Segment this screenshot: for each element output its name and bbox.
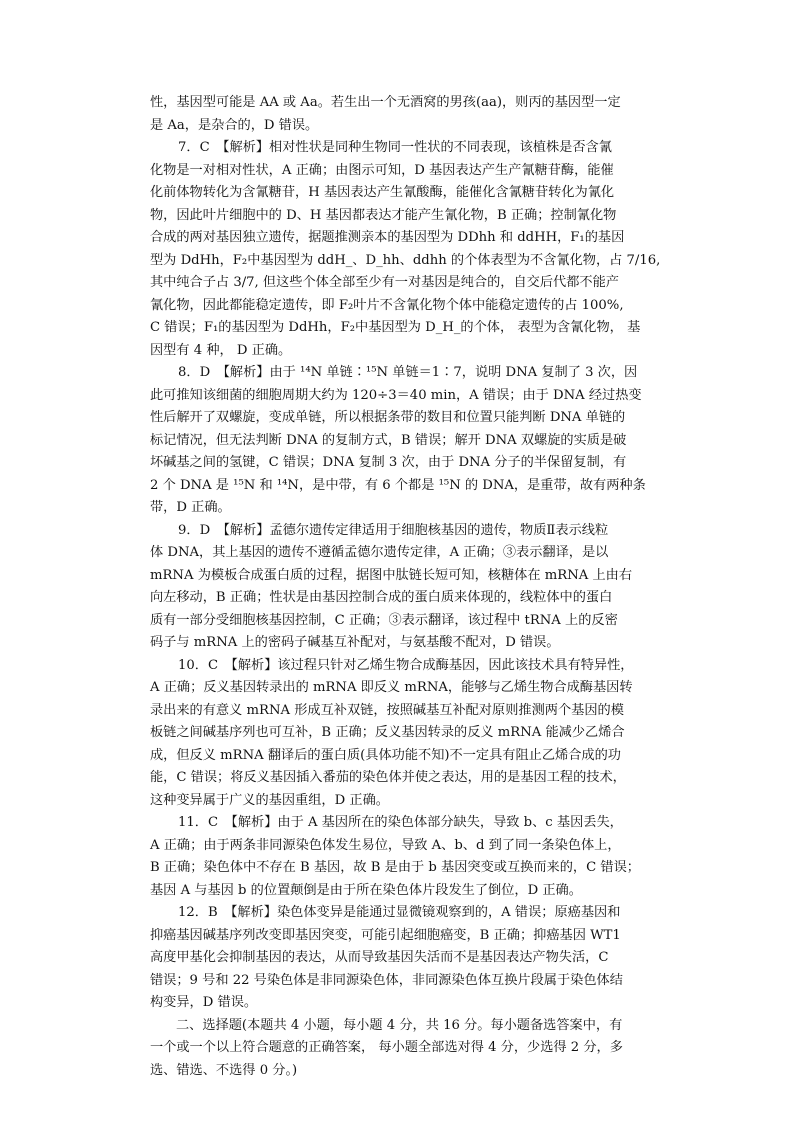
text-line: 高度甲基化会抑制基因的表达，从而导致基因失活而不是基因表达产物失活，C xyxy=(150,950,609,965)
paragraph-continuation xyxy=(150,92,650,137)
text-line: 码子与 mRNA 上的密码子碱基互补配对，与氨基酸不配对，D 错误。 xyxy=(150,635,560,650)
text-line: 成，但反义 mRNA 翻译后的蛋白质(具体功能不知)不一定具有阻止乙烯合成的功 xyxy=(150,747,621,763)
text-line: 一个或一个以上符合题意的正确答案， 每小题全部选对得 4 分，少选得 2 分，多 xyxy=(150,1040,623,1055)
text-line: 10．C 【解析】该过程只针对乙烯生物合成酶基因，因此该技术具有特异性， xyxy=(178,657,634,673)
text-line: 氰化物，因此都能稳定遗传，即 F₂叶片不含氰化物个体中能稳定遗传的占 100%, xyxy=(150,297,624,313)
text-line: 选、错选、不选得 0 分。) xyxy=(150,1062,298,1078)
text-line: 是 Aa，是杂合的，D 错误。 xyxy=(150,117,319,133)
text-line: 能，C 错误；将反义基因插入番茄的染色体并使之表达，用的是基因工程的技术， xyxy=(150,770,626,785)
text-line: 合成的两对基因独立遗传，据题推测亲本的基因型为 DDhh 和 ddHH，F₁的基因 xyxy=(150,230,625,245)
text-line: mRNA 为模板合成蛋白质的过程，据图中肽链长短可知，核糖体在 mRNA 上由右 xyxy=(150,567,633,583)
text-line: 错误；9 号和 22 号染色体是非同源染色体，非同源染色体互换片段属于染色体结 xyxy=(150,972,623,988)
text-line: 坏碱基之间的氢键，C 错误；DNA 复制 3 次，由于 DNA 分子的半保留复制，有 xyxy=(150,455,627,470)
text-line: 此可推知该细菌的细胞周期大约为 120÷3＝40 min，A 错误；由于 DNA 经过热变 xyxy=(150,387,642,403)
text-line: 标记情况，但无法判断 DNA 的复制方式，B 错误；解开 DNA 双螺旋的实质是破 xyxy=(150,432,627,448)
answer-11 xyxy=(150,812,650,902)
answer-8 xyxy=(150,362,650,520)
text-line: 质有一部分受细胞核基因控制，C 正确；③表示翻译，该过程中 tRNA 上的反密 xyxy=(150,612,618,628)
text-line: 物，因此叶片细胞中的 D、H 基因都表达才能产生氰化物，B 正确；控制氰化物 xyxy=(150,207,617,223)
answer-10 xyxy=(150,655,650,813)
text-line: 录出来的有意义 mRNA 形成互补双链，按照碱基互补配对原则推测两个基因的模 xyxy=(150,702,624,718)
text-line: 因型有 4 种， D 正确。 xyxy=(150,342,292,358)
text-line: 其中纯合子占 3/7, 但这些个体全部至少有一对基因是纯合的，自交后代都不能产 xyxy=(150,275,619,290)
text-line: 基因 A 与基因 b 的位置颠倒是由于所在染色体片段发生了倒位，D 正确。 xyxy=(150,882,582,898)
text-line: 向左移动，B 正确；性状是由基因控制合成的蛋白质来体现的，线粒体中的蛋白 xyxy=(150,590,613,605)
text-line: 构变异，D 错误。 xyxy=(150,995,258,1010)
text-line: 12．B 【解析】染色体变异是能通过显微镜观察到的，A 错误；原癌基因和 xyxy=(178,905,621,920)
text-line: 7．C 【解析】相对性状是同种生物同一性状的不同表现，该植株是否含氰 xyxy=(178,140,612,155)
text-line: C 错误；F₁的基因型为 DdHh，F₂中基因型为 D_H_的个体， 表型为含氰化物， 基 xyxy=(150,320,641,335)
text-line: 11．C 【解析】由于 A 基因所在的染色体部分缺失，导致 b、c 基因丢失， xyxy=(178,815,623,830)
text-line: 带，D 正确。 xyxy=(150,500,231,515)
section-heading-choice-questions xyxy=(150,1015,650,1083)
text-line: 这种变异属于广义的基因重组，D 正确。 xyxy=(150,792,389,808)
document-page xyxy=(150,92,661,1082)
text-line: A 正确；由于两条非同源染色体发生易位，导致 A、b、d 到了同一条染色体上， xyxy=(150,837,621,853)
text-line: 化物是一对相对性状，A 正确；由图示可知，D 基因表达产生产氰糖苷酶，能催 xyxy=(150,162,614,178)
text-line: 二、选择题(本题共 4 小题，每小题 4 分，共 16 分。每小题备选答案中，有 xyxy=(176,1017,623,1033)
text-line: 型为 DdHh，F₂中基因型为 ddH_、D_hh、ddhh 的个体表型为不含氰化物，占 7/16, xyxy=(150,252,661,268)
answer-9 xyxy=(150,520,650,655)
answer-12 xyxy=(150,902,650,1015)
text-line: 体 DNA，其上基因的遗传不遵循孟德尔遗传定律，A 正确；③表示翻译，是以 xyxy=(150,545,609,560)
text-line: 8．D 【解析】由于 ¹⁴N 单链∶¹⁵N 单链＝1∶7，说明 DNA 复制了 3 次，因 xyxy=(178,365,638,380)
text-line: 抑癌基因碱基序列改变即基因突变，可能引起细胞癌变，B 正确；抑癌基因 WT1 xyxy=(150,927,621,943)
text-line: 2 个 DNA 是 ¹⁵N 和 ¹⁴N，是中带，有 6 个都是 ¹⁵N 的 DNA，是重带，故有两种条 xyxy=(150,477,646,493)
text-line: 性，基因型可能是 AA 或 Aa。若生出一个无酒窝的男孩(aa)，则丙的基因型一定 xyxy=(150,95,621,110)
text-line: 化前体物转化为含氰糖苷，H 基因表达产生氰酸酶，能催化含氰糖苷转化为氰化 xyxy=(150,185,615,200)
text-line: 9．D 【解析】孟德尔遗传定律适用于细胞核基因的遗传，物质Ⅱ表示线粒 xyxy=(178,522,609,538)
answer-7 xyxy=(150,137,661,362)
text-line: 板链之间碱基序列也可互补，B 正确；反义基因转录的反义 mRNA 能减少乙烯合 xyxy=(150,725,625,740)
text-line: B 正确；染色体中不存在 B 基因，故 B 是由于 b 基因突变或互换而来的，C 错误； xyxy=(150,860,640,875)
text-line: A 正确；反义基因转录出的 mRNA 即反义 mRNA，能够与乙烯生物合成酶基因转 xyxy=(150,680,633,695)
text-line: 性后解开了双螺旋，变成单链，所以根据条带的数目和位置只能判断 DNA 单链的 xyxy=(150,410,626,425)
